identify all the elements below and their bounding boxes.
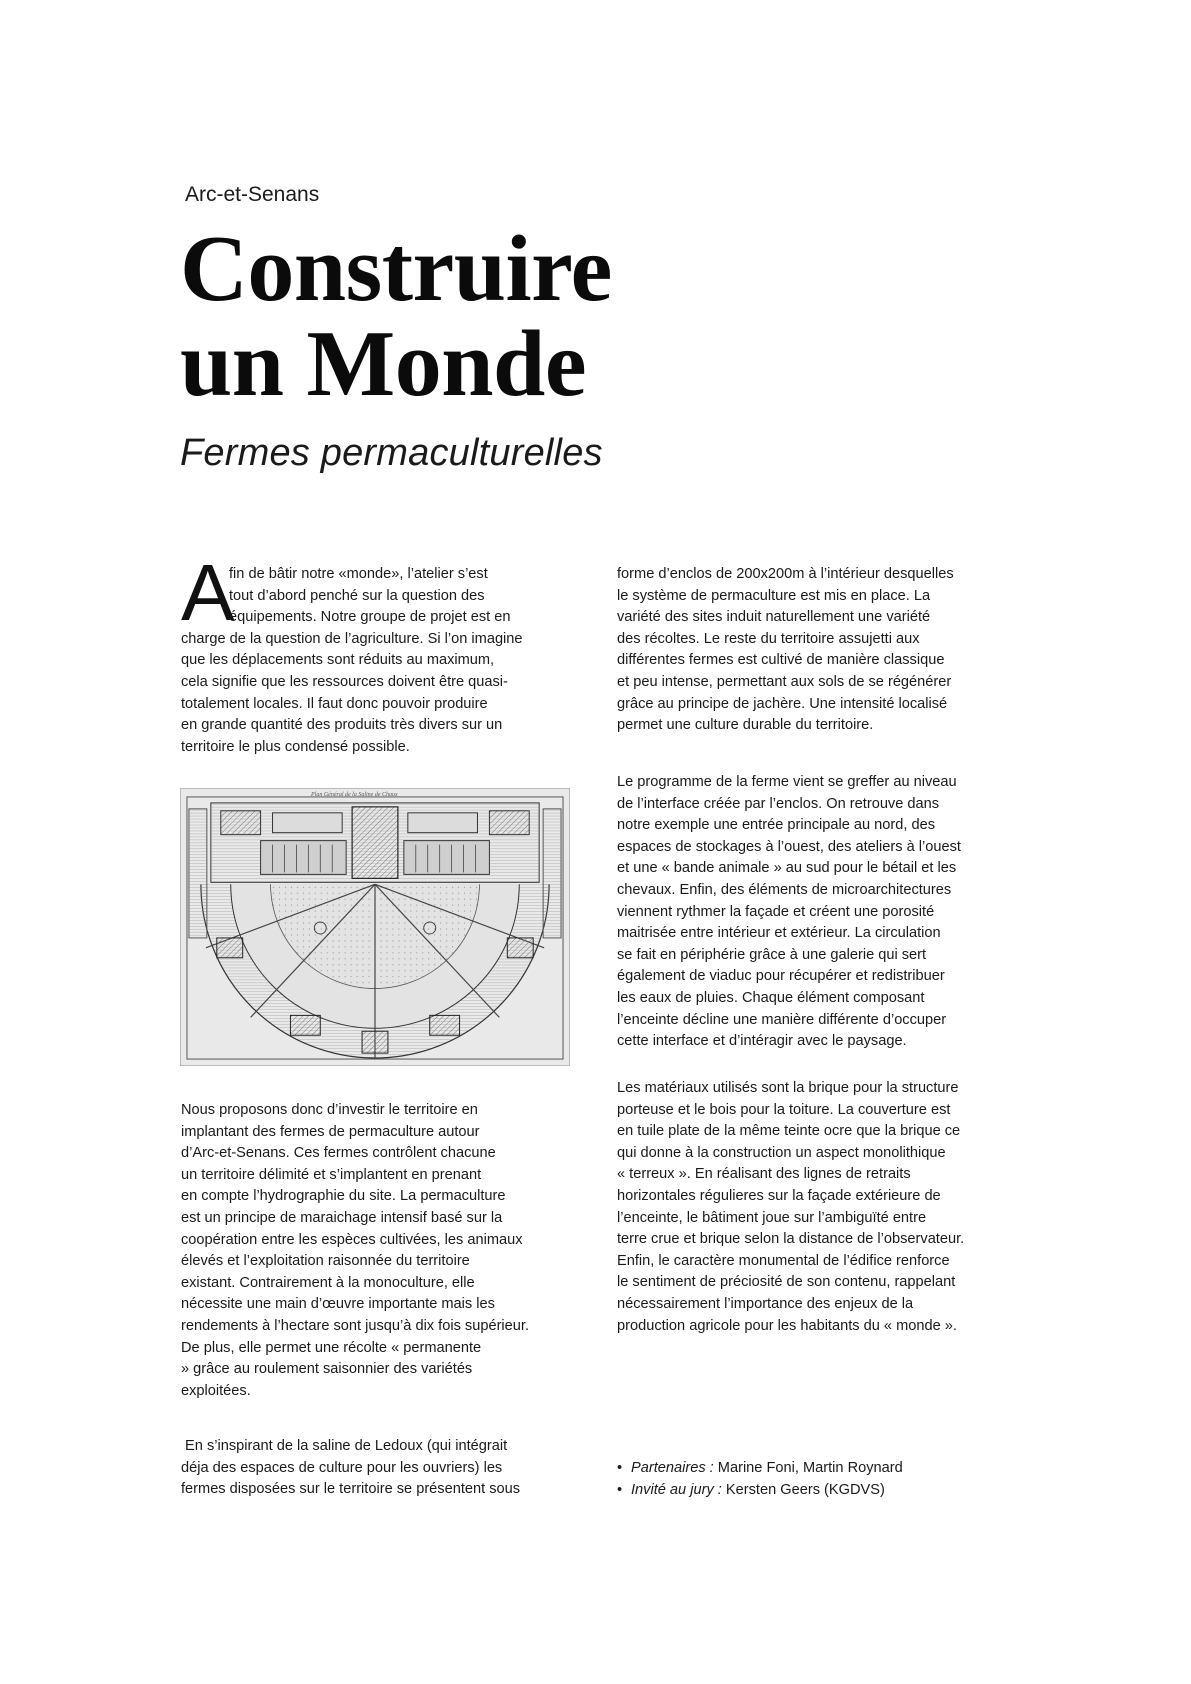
- text-line: d’Arc-et-Senans. Ces fermes contrôlent chacune: [181, 1145, 496, 1162]
- credit-jury: [617, 1479, 903, 1501]
- text-line: en tuile plate de la même teinte ocre que la brique ce: [617, 1123, 961, 1140]
- text-line: espaces de stockages à l’ouest, des ateliers à l’ouest: [617, 838, 961, 855]
- intro-paragraph: [181, 564, 523, 758]
- text-line: forme d’enclos de 200x200m à l’intérieur desquelles: [617, 566, 954, 582]
- text-line: le sentiment de préciosité de son contenu, rappelant: [617, 1274, 956, 1291]
- title-line-2: un Monde: [180, 312, 587, 416]
- credit-value: Marine Foni, Martin Roynard: [713, 1460, 903, 1476]
- text-line: » grâce au roulement saisonnier des variétés: [181, 1361, 473, 1378]
- text-line: implantant des fermes de permaculture autour: [181, 1123, 480, 1140]
- text-line: de l’interface créée par l’enclos. On retrouve dans: [617, 795, 940, 812]
- text-line: également de viaduc pour récupérer et redistribuer: [617, 968, 945, 985]
- text-line: élevés et l’exploitation raisonnée du territoire: [181, 1253, 470, 1270]
- text-line: cette interface et d’intéragir avec le paysage.: [617, 1033, 907, 1050]
- drop-cap: A: [181, 548, 235, 637]
- text-line: que les déplacements sont réduits au maximum,: [181, 652, 495, 669]
- text-line: porteuse et le bois pour la toiture. La couverture est: [617, 1101, 951, 1118]
- text-line: viennent rythmer la façade et créent une porosité: [617, 903, 935, 920]
- text-line: en compte l’hydrographie du site. La permaculture: [181, 1188, 506, 1205]
- bullet-icon: •: [617, 1460, 623, 1476]
- paragraph-programme: [617, 772, 961, 1053]
- text-line: en grande quantité des produits très divers sur un: [181, 717, 503, 734]
- text-line: maitrisée entre intérieur et extérieur. La circulation: [617, 925, 941, 942]
- text-line: territoire le plus condensé possible.: [181, 738, 410, 755]
- text-line: production agricole pour les habitants du « monde ».: [617, 1317, 957, 1334]
- section-label: Arc-et-Senans: [185, 183, 320, 206]
- text-line: Le programme de la ferme vient se greffer au niveau: [617, 774, 957, 790]
- page-subtitle: Fermes permaculturelles: [180, 432, 603, 474]
- text-line: Enfin, le caractère monumental de l’édifice renforce: [617, 1252, 950, 1269]
- text-line: charge de la question de l’agriculture. Si l’on imagine: [181, 630, 523, 647]
- paragraph-ledoux: [181, 1436, 520, 1501]
- text-line: En s’inspirant de la saline de Ledoux (qui intégrait: [181, 1438, 508, 1454]
- credit-partners: [617, 1457, 903, 1479]
- credits-list: [617, 1457, 903, 1501]
- text-line: fermes disposées sur le territoire se présentent sous: [181, 1481, 521, 1498]
- text-line: nécessairement l’importance des enjeux de la: [617, 1295, 914, 1312]
- title-line-1: Construire: [180, 217, 612, 321]
- text-line: rendements à l’hectare sont jusqu’à dix fois supérieur.: [181, 1317, 530, 1334]
- text-line: déja des espaces de culture pour les ouvriers) les: [181, 1459, 503, 1476]
- text-line: terre crue et brique selon la distance de l’observateur.: [617, 1231, 965, 1248]
- text-line: les eaux de pluies. Chaque élément composant: [617, 989, 925, 1006]
- text-line: est un principe de maraichage intensif basé sur la: [181, 1209, 503, 1226]
- text-line: fin de bâtir notre «monde», l’atelier s’est: [229, 566, 488, 582]
- text-line: De plus, elle permet une récolte « permanente: [181, 1339, 482, 1356]
- text-line: se fait en périphérie grâce à une galerie qui sert: [617, 946, 927, 963]
- paragraph-materiaux: [617, 1078, 964, 1337]
- text-line: existant. Contrairement à la monoculture, elle: [181, 1274, 475, 1291]
- text-line: variété des sites induit naturellement une variété: [617, 609, 931, 626]
- credit-value: Kersten Geers (KGDVS): [721, 1482, 885, 1498]
- text-line: « terreux ». En réalisant des lignes de retraits: [617, 1166, 911, 1183]
- text-line: Les matériaux utilisés sont la brique pour la structure: [617, 1080, 959, 1096]
- plan-drawing: [181, 789, 569, 1065]
- credit-label: Partenaires :: [631, 1460, 714, 1476]
- text-line: un territoire délimité et s’implantent en prenant: [181, 1166, 482, 1183]
- page-title: [180, 217, 780, 416]
- text-line: équipements. Notre groupe de projet est en: [229, 609, 511, 626]
- text-line: horizontales régulieres sur la façade extérieure de: [617, 1187, 941, 1204]
- text-line: notre exemple une entrée principale au nord, des: [617, 817, 936, 834]
- bullet-icon: •: [617, 1482, 623, 1498]
- text-line: et peu intense, permettant aux sols de se régénérer: [617, 673, 952, 690]
- text-line: le système de permaculture est mis en place. La: [617, 587, 931, 604]
- text-line: cela signifie que les ressources doivent être quasi-: [181, 673, 508, 690]
- text-line: coopération entre les espèces cultivées, les animaux: [181, 1231, 523, 1248]
- text-line: et une « bande animale » au sud pour le bétail et les: [617, 860, 957, 877]
- text-line: différentes fermes est cultivé de manière classique: [617, 652, 945, 669]
- text-line: tout d’abord penché sur la question des: [229, 587, 485, 604]
- text-line: Nous proposons donc d’investir le territoire en: [181, 1102, 478, 1118]
- text-line: l’enceinte, le bâtiment joue sur l’ambiguïté entre: [617, 1209, 927, 1226]
- text-line: totalement locales. Il faut donc pouvoir produire: [181, 695, 488, 712]
- text-line: exploitées.: [181, 1382, 251, 1399]
- text-line: l’enceinte décline une manière différente d’occuper: [617, 1011, 947, 1028]
- text-line: des récoltes. Le reste du territoire assujetti aux: [617, 630, 920, 647]
- text-line: nécessite une main d’œuvre importante mais les: [181, 1296, 495, 1313]
- text-line: permet une culture durable du territoire.: [617, 717, 874, 734]
- saline-plan-engraving: [180, 788, 570, 1066]
- text-line: grâce au principe de jachère. Une intensité localisé: [617, 695, 948, 712]
- paragraph-permaculture: [181, 1100, 529, 1402]
- text-line: chevaux. Enfin, des éléments de microarchitectures: [617, 881, 952, 898]
- paragraph-enclos: [617, 564, 954, 737]
- text-line: qui donne à la construction un aspect monolithique: [617, 1144, 946, 1161]
- credit-label: Invité au jury :: [631, 1482, 722, 1498]
- figure-caption: Plan Général de la Saline de Chaux: [311, 792, 398, 798]
